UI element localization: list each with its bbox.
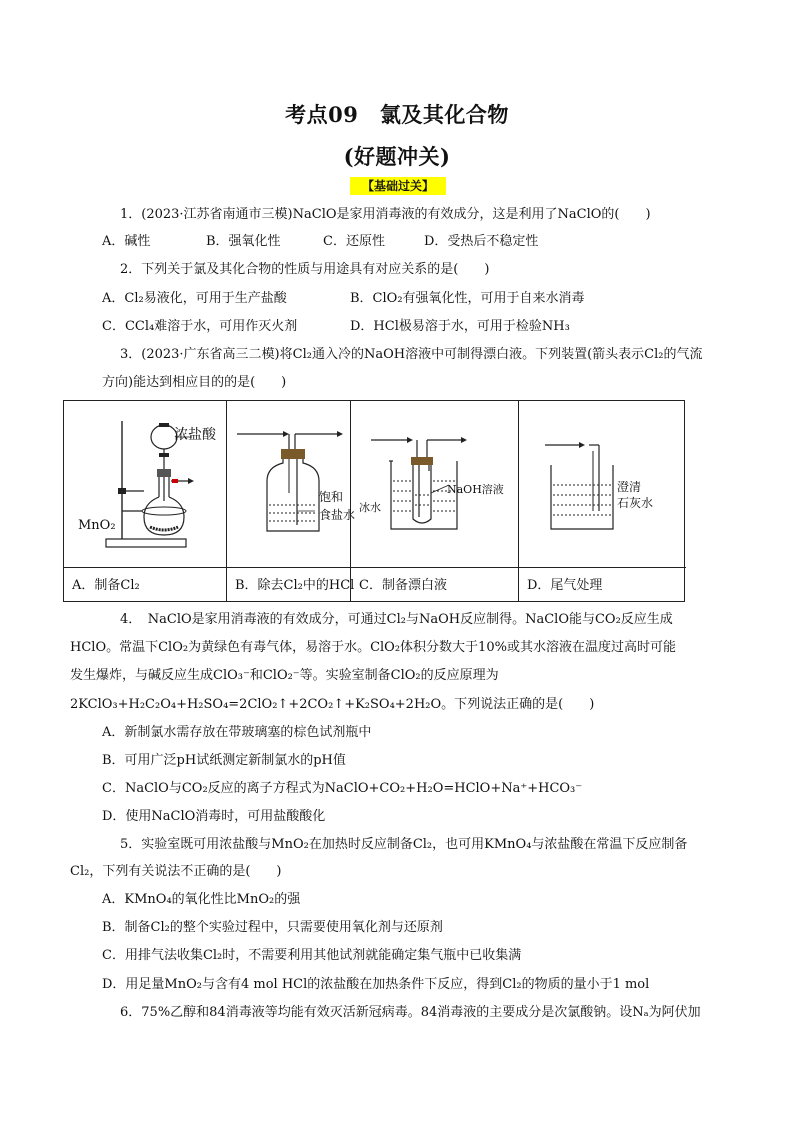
- q3-option-b: B．除去Cl₂中的HCl: [227, 567, 351, 602]
- q2-option-b: B．ClO₂有强氧化性，可用于自来水消毒: [350, 291, 585, 306]
- q5-option-c: C．用排气法收集Cl₂时，不需要利用其他试剂就能确定集气瓶中已收集满: [102, 948, 522, 963]
- q4-option-b: B．可用广泛pH试纸测定新制氯水的pH值: [102, 753, 346, 768]
- label-ice-water: 冰水: [359, 501, 381, 514]
- q2-option-c: C．CCl₄难溶于水，可用作灭火剂: [102, 319, 298, 334]
- question-3-stem-line-2: 方向)能达到相应目的的是( ): [102, 375, 287, 390]
- question-5-stem-line-2: Cl₂，下列有关说法不正确的是( ): [70, 864, 282, 879]
- label-saturated: 饱和: [319, 490, 344, 504]
- q3-option-c: C．制备漂白液: [351, 567, 519, 602]
- q3-option-d: D．尾气处理: [519, 567, 686, 602]
- label-conc-hcl: 浓盐酸: [174, 427, 216, 443]
- question-4-stem-line-1: 4． NaClO是家用消毒液的有效成分，可通过Cl₂与NaOH反应制得。NaClO能与CO₂反应生成: [120, 612, 673, 627]
- apparatus-c-figure: [351, 401, 519, 567]
- apparatus-d-figure: [519, 401, 686, 567]
- apparatus-table: [63, 400, 685, 602]
- q1-option-d: D．受热后不稳定性: [424, 234, 539, 249]
- apparatus-a-figure: [64, 401, 227, 567]
- q4-option-a: A．新制氯水需存放在带玻璃塞的棕色试剂瓶中: [102, 725, 372, 740]
- question-6-stem-line-1: 6．75%乙醇和84消毒液等均能有效灭活新冠病毒。84消毒液的主要成分是次氯酸钠。设Nₐ为阿伏加: [120, 1005, 701, 1020]
- question-1-stem: 1．(2023·江苏省南通市三模)NaClO是家用消毒液的有效成分，这是利用了NaClO的( ): [120, 207, 651, 222]
- q1-option-c: C．还原性: [323, 234, 385, 249]
- question-3-stem-line-1: 3．(2023·广东省高三二模)将Cl₂通入冷的NaOH溶液中可制得漂白液。下列装置(箭头表示Cl₂的气流: [120, 347, 703, 362]
- question-2-stem: 2．下列关于氯及其化合物的性质与用途具有对应关系的是( ): [120, 262, 490, 277]
- q5-option-b: B．制备Cl₂的整个实验过程中，只需要使用氧化剂与还原剂: [102, 920, 443, 935]
- page-title: 考点09 氯及其化合物: [285, 102, 509, 127]
- question-4-stem-line-4: 2KClO₃+H₂C₂O₄+H₂SO₄=2ClO₂↑+2CO₂↑+K₂SO₄+2H₂O。下列说法正确的是( ): [70, 697, 595, 712]
- q4-option-d: D．使用NaClO消毒时，可用盐酸酸化: [102, 809, 326, 824]
- question-5-stem-line-1: 5．实验室既可用浓盐酸与MnO₂在加热时反应制备Cl₂，也可用KMnO₄与浓盐酸在常温下反应制备: [120, 837, 688, 852]
- label-naoh-solution: NaOH溶液: [447, 483, 504, 496]
- question-4-stem-line-3: 发生爆炸，与碱反应生成ClO₃⁻和ClO₂⁻等。实验室制备ClO₂的反应原理为: [70, 668, 499, 683]
- chlorine-generator-diagram: [64, 401, 227, 567]
- q2-option-d: D．HCl极易溶于水，可用于检验NH₃: [350, 319, 570, 334]
- q5-option-a: A．KMnO₄的氧化性比MnO₂的强: [102, 892, 301, 907]
- q1-option-a: A．碱性: [102, 234, 151, 249]
- q5-option-d: D．用足量MnO₂与含有4 mol HCl的浓盐酸在加热条件下反应，得到Cl₂的物质的量小于1 mol: [102, 977, 650, 992]
- question-4-stem-line-2: HClO。常温下ClO₂为黄绿色有毒气体，易溶于水。ClO₂体积分数大于10%或其水溶液在温度过高时可能: [70, 640, 676, 655]
- q3-option-a: A．制备Cl₂: [64, 567, 227, 602]
- label-limewater: 石灰水: [617, 496, 654, 510]
- gas-washing-bottle-diagram: [227, 401, 356, 567]
- section-badge: 【基础过关】: [350, 177, 446, 195]
- label-mno2: MnO₂: [78, 518, 116, 533]
- q4-option-c: C．NaClO与CO₂反应的离子方程式为NaClO+CO₂+H₂O=HClO+Na⁺+HCO₃⁻: [102, 781, 583, 796]
- label-brine: 食盐水: [319, 508, 356, 522]
- page-subtitle: (好题冲关): [343, 144, 451, 169]
- q1-option-b: B．强氧化性: [206, 234, 281, 249]
- bleach-preparation-diagram: [351, 401, 519, 567]
- apparatus-b-figure: [227, 401, 356, 567]
- tail-gas-treatment-diagram: [519, 401, 686, 567]
- label-clear: 澄清: [617, 480, 642, 494]
- q2-option-a: A．Cl₂易液化，可用于生产盐酸: [102, 291, 287, 306]
